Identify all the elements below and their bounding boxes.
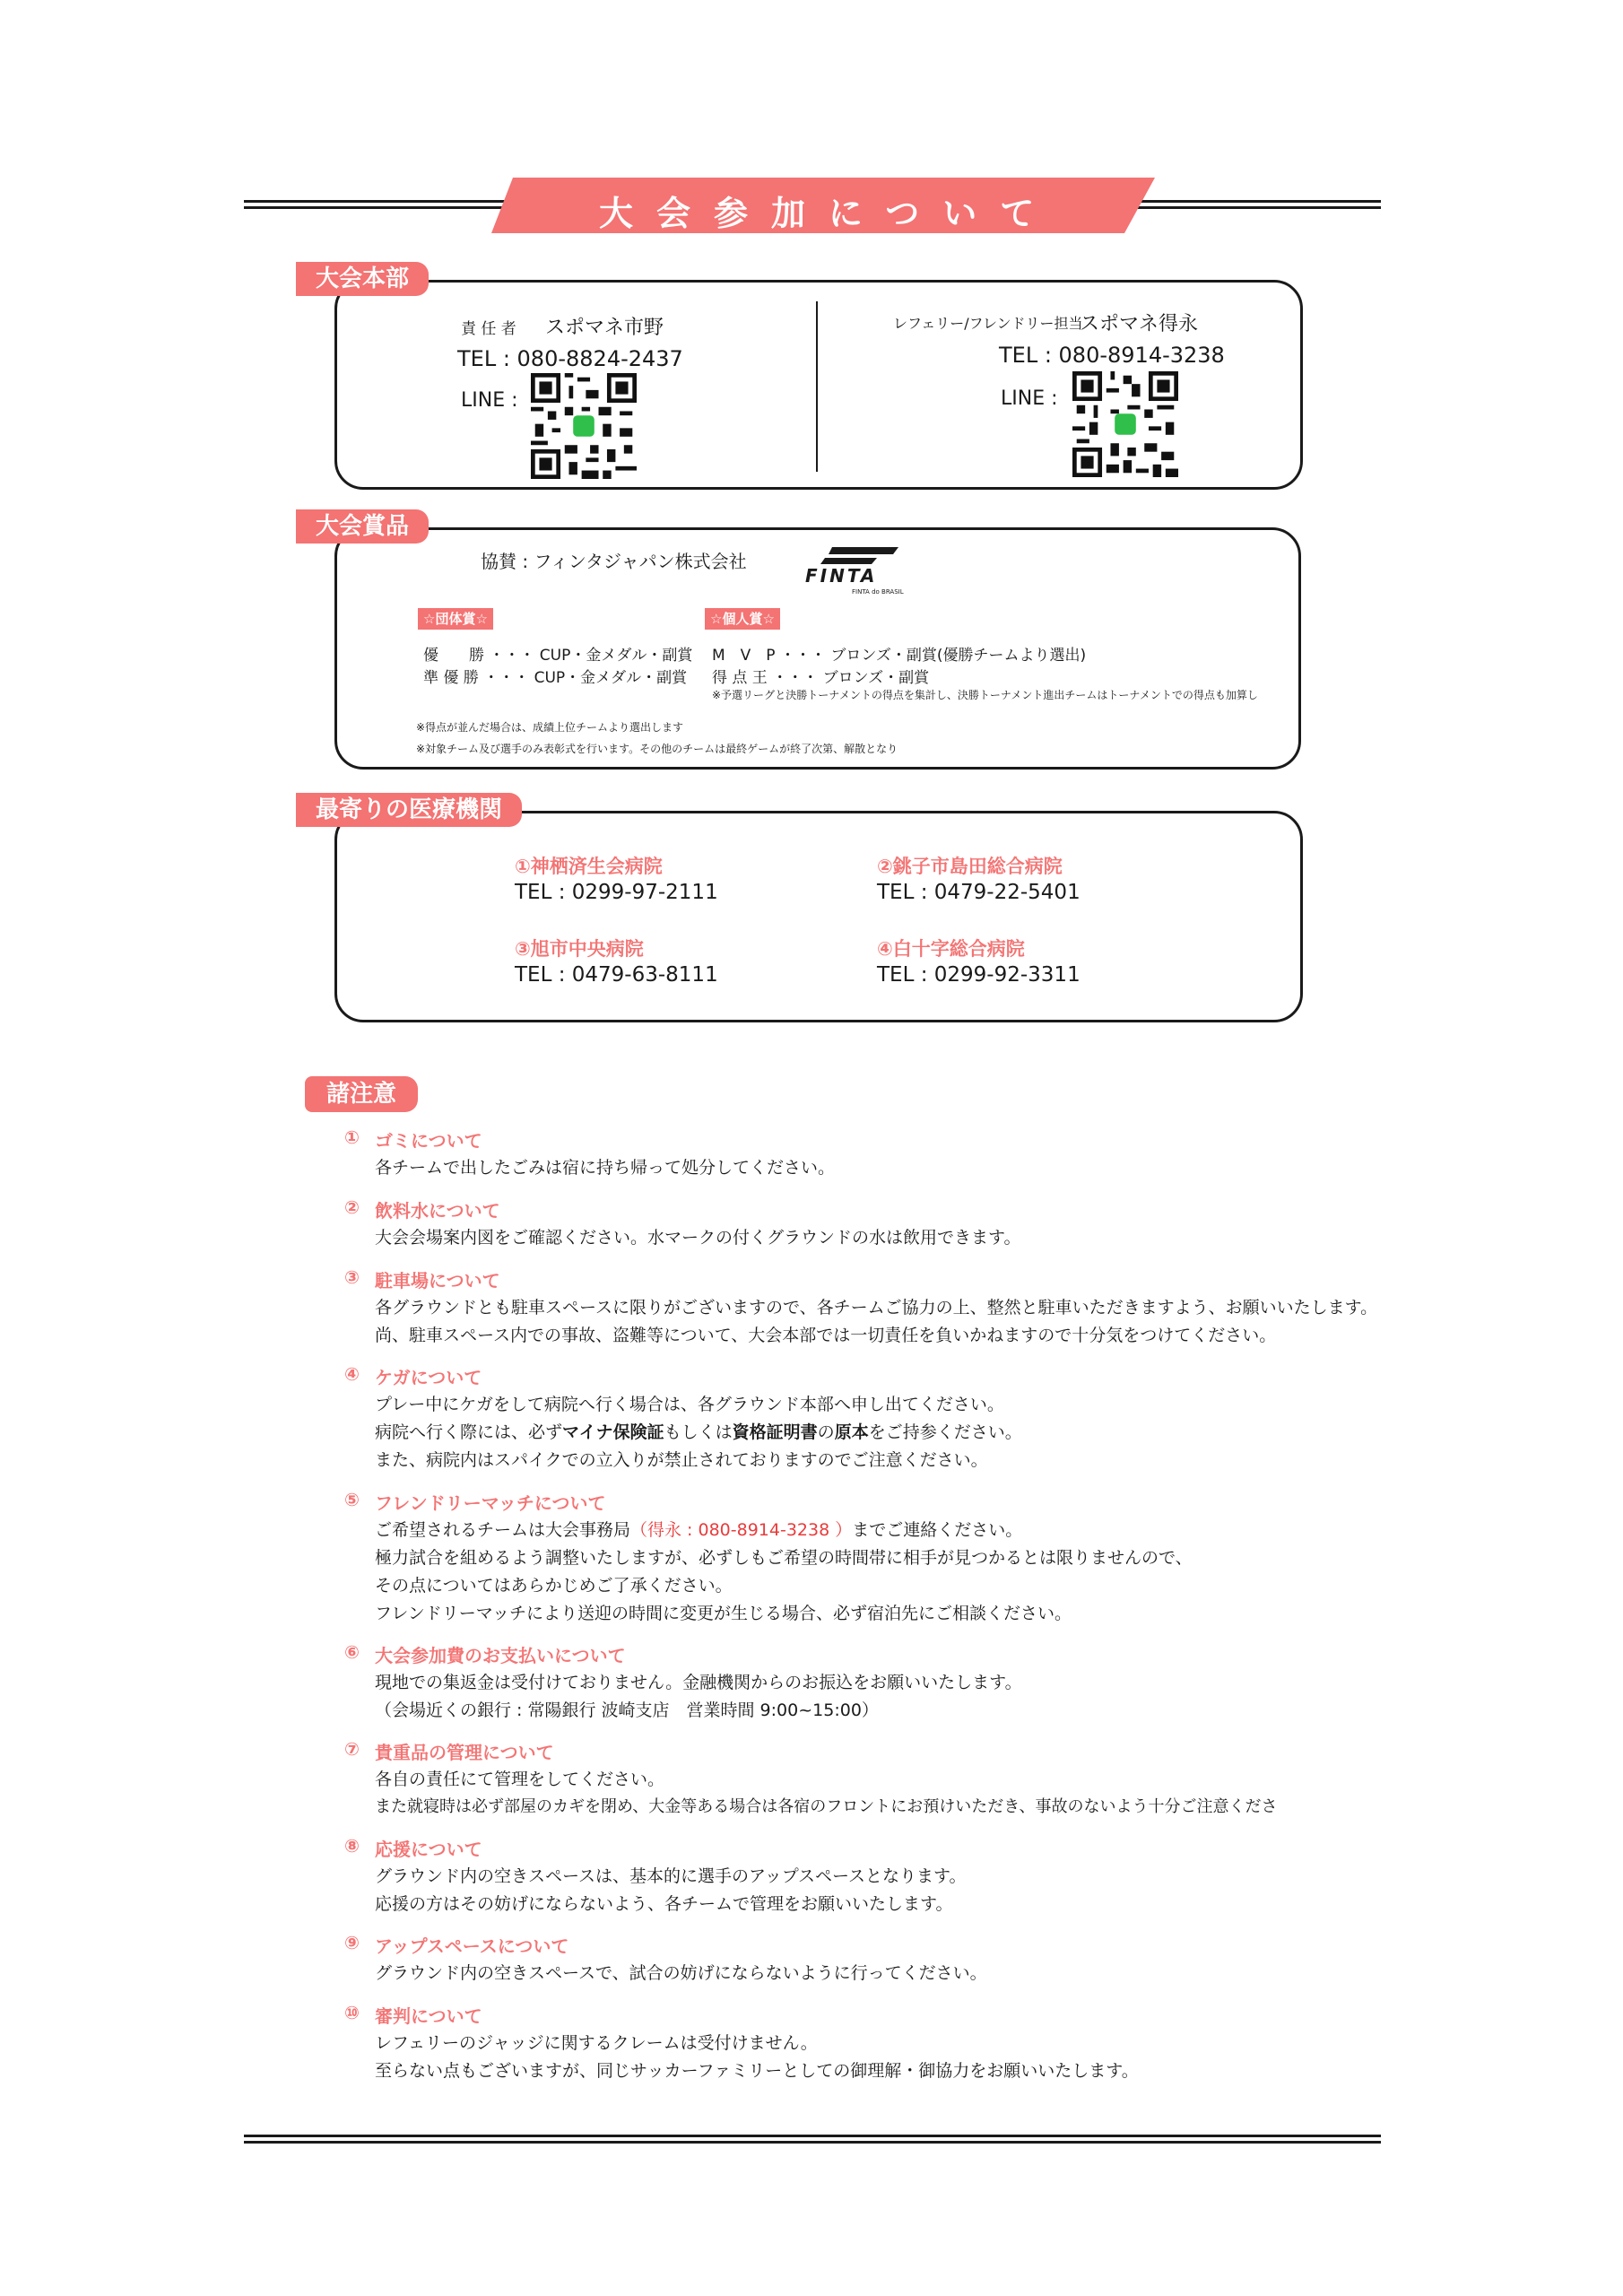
note-2-line-1: 大会会場案内図をご確認ください。水マークの付くグラウンドの水は飲用できます。 (375, 1228, 1021, 1248)
note-5-number: ⑤ (344, 1489, 360, 1510)
note-3-number: ③ (344, 1266, 360, 1288)
note-4-line-1: プレー中にケガをして病院へ行く場合は、各グラウンド本部へ申し出てください。 (375, 1395, 1004, 1414)
hq-right-name: スポマネ得永 (1080, 313, 1199, 335)
headquarters-divider (816, 301, 818, 472)
note-7-line-1: 各自の責任にて管理をしてください。 (375, 1770, 665, 1789)
individual-award-note: ※予選リーグと決勝トーナメントの得点を集計し、決勝トーナメント進出チームはトーナメントでの得点も加算し (712, 689, 1258, 701)
note-5-line-4: フレンドリーマッチにより送迎の時間に変更が生じる場合、必ず宿泊先にご相談ください。 (375, 1604, 1072, 1623)
note-1-line-1: 各チームで出したごみは宿に持ち帰って処分してください。 (375, 1158, 836, 1178)
emphasis-my-number-card: マイナ保険証 (562, 1422, 664, 1442)
note-9-number: ⑨ (344, 1932, 360, 1953)
hq-right-qr-code[interactable] (1072, 371, 1178, 477)
note-6-title: 大会参加費のお支払いについて (375, 1645, 626, 1666)
note-3-line-2: 尚、駐車スペース内での事故、盗難等について、大会本部では一切責任を負いかねますので十分気をつけてください。 (375, 1326, 1277, 1345)
note-3-line-1: 各グラウンドとも駐車スペースに限りがございますので、各チームご協力の上、整然と駐車いただきますよう、お願いいたします。 (375, 1298, 1378, 1318)
note-4-number: ④ (344, 1363, 360, 1385)
note-1-number: ① (344, 1126, 360, 1148)
note-2-title: 飲料水について (375, 1200, 500, 1222)
note-5-line-1-text-b: までご連絡ください。 (852, 1520, 1023, 1540)
hq-left-line-label: LINE : (461, 389, 518, 412)
prizes-footnote-1: ※得点が並んだ場合は、成績上位チームより選出します (416, 721, 684, 734)
note-5-line-2: 極力試合を組めるよう調整いたしますが、必ずしもご希望の時間帯に相手が見つかるとは限りませんので、 (375, 1548, 1193, 1568)
hospital-1-tel: TEL : 0299-97-2111 (515, 881, 718, 904)
note-1-title: ゴミについて (375, 1130, 482, 1152)
prizes-tag: 大会賞品 (296, 509, 429, 544)
individual-award-tag: ☆個人賞☆ (705, 608, 780, 630)
note-5-line-1 (375, 1517, 1022, 1541)
note-10-number: ⑩ (344, 2002, 360, 2023)
individual-award-line-2: 得 点 王 ・・・ ブロンズ・副賞 (712, 669, 930, 687)
note-4-line-2-text-c: の (817, 1422, 835, 1442)
note-7-number: ⑦ (344, 1738, 360, 1760)
emphasis-original: 原本 (834, 1422, 869, 1442)
note-9-line-1: グラウンド内の空きスペースで、試合の妨げにならないように行ってください。 (375, 1963, 987, 1983)
note-8-line-1: グラウンド内の空きスペースは、基本的に選手のアップスペースとなります。 (375, 1866, 967, 1886)
sponsor-text: 協賛 : フィンタジャパン株式会社 (481, 551, 747, 572)
note-5-title: フレンドリーマッチについて (375, 1492, 606, 1514)
hq-right-tel: TEL : 080-8914-3238 (999, 343, 1225, 368)
note-4-title: ケガについて (375, 1367, 482, 1388)
hq-left-role: 責 任 者 (461, 320, 516, 338)
note-5-line-1-text: ご希望されるチームは大会事務局 (375, 1520, 631, 1540)
note-6-line-1: 現地での集返金は受付けておりません。金融機関からのお振込をお願いいたします。 (375, 1673, 1022, 1692)
note-4-line-2-text-b: もしくは (664, 1422, 733, 1442)
medical-tag: 最寄りの医療機関 (296, 793, 522, 827)
finta-logo-sub: FINTA do BRASIL (852, 588, 904, 596)
medical-box (334, 811, 1303, 1022)
hospital-3-name: ③旭市中央病院 (515, 938, 644, 960)
note-10-title: 審判について (375, 2005, 482, 2027)
headquarters-tag: 大会本部 (296, 262, 429, 296)
team-award-tag: ☆団体賞☆ (418, 608, 493, 630)
hospital-1-name: ①神栖済生会病院 (515, 856, 663, 877)
hq-right-role: レフェリー/フレンドリー担当 (893, 315, 1083, 332)
individual-award-line-1: M V P ・・・ ブロンズ・副賞(優勝チームより選出) (712, 647, 1087, 665)
team-award-line-1: 優 勝 ・・・ CUP・金メダル・副賞 (423, 647, 693, 665)
hq-left-qr-code[interactable] (531, 373, 637, 479)
page-title: 大会参加について (599, 194, 1058, 233)
note-8-title: 応援について (375, 1839, 482, 1860)
note-6-number: ⑥ (344, 1641, 360, 1663)
note-3-title: 駐車場について (375, 1270, 500, 1292)
hq-right-line-label: LINE : (1001, 387, 1058, 410)
note-4-line-2-text: 病院へ行く際には、必ず (375, 1422, 563, 1442)
note-10-line-1: レフェリーのジャッジに関するクレームは受付けません。 (375, 2033, 818, 2053)
team-award-line-2: 準 優 勝 ・・・ CUP・金メダル・副賞 (423, 669, 688, 687)
note-5-line-3: その点についてはあらかじめご了承ください。 (375, 1576, 733, 1596)
note-9-title: アップスペースについて (375, 1935, 569, 1957)
note-7-line-2: また就寝時は必ず部屋のカギを閉め、大金等ある場合は各宿のフロントにお預けいただき、事故のないよう十分ご注意くださ (375, 1797, 1278, 1816)
hospital-4-tel: TEL : 0299-92-3311 (877, 963, 1081, 987)
note-4-line-3: また、病院内はスパイクでの立入りが禁止されておりますのでご注意ください。 (375, 1450, 988, 1470)
hq-left-name: スポマネ市野 (545, 317, 664, 339)
notes-tag: 諸注意 (305, 1076, 418, 1112)
hospital-2-tel: TEL : 0479-22-5401 (877, 881, 1081, 904)
note-7-title: 貴重品の管理について (375, 1742, 554, 1763)
note-4-line-2 (375, 1419, 1022, 1443)
header-rule-right (1137, 200, 1381, 209)
note-8-line-2: 応援の方はその妨げにならないよう、各チームで管理をお願いいたします。 (375, 1894, 953, 1914)
emphasis-certificate: 資格証明書 (732, 1422, 818, 1442)
hospital-3-tel: TEL : 0479-63-8111 (515, 963, 718, 987)
note-8-number: ⑧ (344, 1835, 360, 1857)
prizes-footnote-2: ※対象チーム及び選手のみ表彰式を行います。その他のチームは最終ゲームが終了次第、解散となり (416, 743, 898, 755)
hq-left-tel: TEL : 080-8824-2437 (457, 346, 683, 371)
hospital-4-name: ④白十字総合病院 (877, 938, 1025, 960)
note-2-number: ② (344, 1196, 360, 1218)
finta-logo-text: FINTA (805, 565, 878, 587)
hospital-2-name: ②銚子市島田総合病院 (877, 856, 1063, 877)
header-rule-left (244, 200, 522, 209)
note-5-contact-red: （得永 : 080-8914-3238 ） (630, 1520, 853, 1540)
note-6-line-2: （会場近くの銀行 : 常陽銀行 波崎支店 営業時間 9:00~15:00） (375, 1700, 879, 1720)
note-10-line-2: 至らない点もございますが、同じサッカーファミリーとしての御理解・御協力をお願いいたします。 (375, 2061, 1139, 2081)
footer-rule (244, 2135, 1381, 2144)
note-4-line-2-text-d: をご持参ください。 (868, 1422, 1022, 1442)
